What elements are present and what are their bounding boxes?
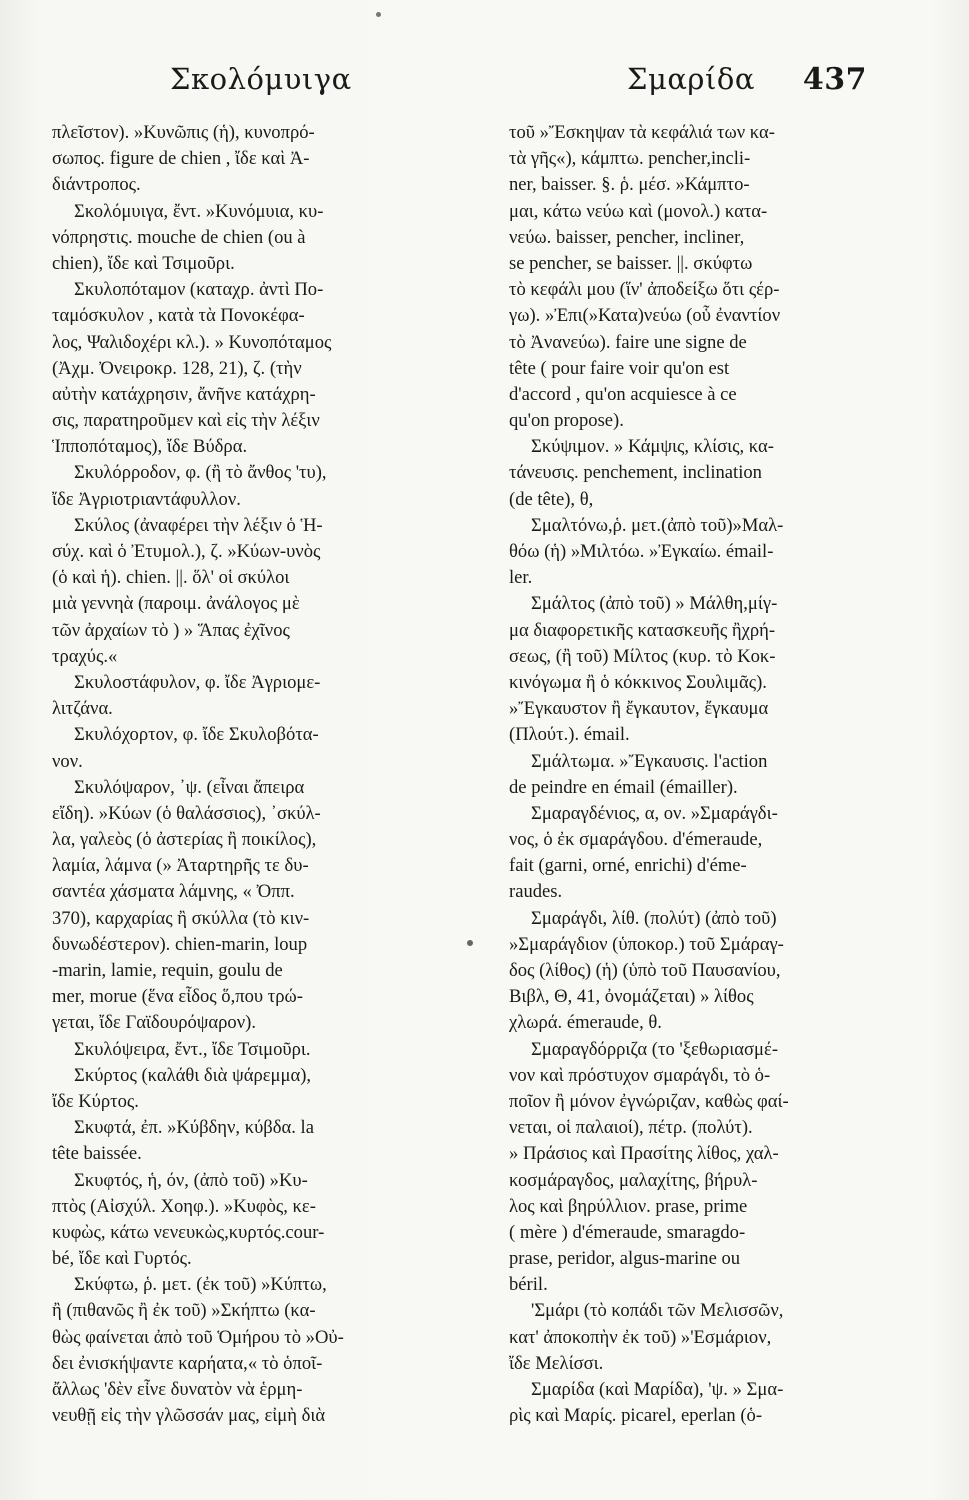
text-line: (Ἀχμ. Ὀνειροκρ. 128, 21), ζ. (τὴν (52, 357, 302, 379)
text-line: Σμαρίδα (καὶ Μαρίδα), 'ψ. » Σμα- (531, 1379, 784, 1400)
text-line: ( mère ) d'émeraude, smaragdo- (509, 1221, 746, 1243)
text-line: raudes. (509, 881, 563, 903)
header-right-guide-word: Σμαρίδα (627, 62, 755, 96)
ink-speck (376, 12, 381, 17)
text-line: tête baissée. (52, 1143, 142, 1165)
text-line: bé, ἴδε καὶ Γυρτός. (52, 1248, 192, 1270)
text-line: λα, γαλεὸς (ὁ ἀστερίας ἢ ποικίλος), (52, 829, 317, 851)
text-line: σαντέα χάσματα λάμνης, « Ὀππ. (52, 881, 295, 903)
ink-speck (467, 940, 473, 946)
text-line: Σκυλόρροδον, φ. (ἢ τὸ ἄνθος 'τυ), (74, 462, 327, 484)
page-number: 437 (802, 62, 867, 97)
text-line: αὐτὴν κατάχρησιν, ἄνῆνε κατάχρη- (52, 383, 316, 405)
text-line: νόπρηστις. mouche de chien (ou à (52, 226, 306, 248)
text-line: 370), καρχαρίας ἢ σκύλλα (τὸ κιν- (52, 907, 310, 929)
text-line: mer, morue (ἕνα εἶδος ὅ,που τρώ- (52, 986, 303, 1008)
text-line: γεται, ἴδε Γαϊδουρόψαρον). (52, 1012, 256, 1034)
text-line: λαμία, λάμνα (» Ἀταρτηρῆς τε δυ- (52, 855, 309, 877)
text-line: μαι, κάτω νεύω καὶ (μονολ.) κατα- (509, 200, 768, 222)
text-line: λος, Ψαλιδοχέρι κλ.). » Κυνοπόταμος (52, 331, 332, 353)
text-line: ἴδε Μελίσσι. (509, 1352, 604, 1374)
text-line: μιὰ γεννηὰ (παροιμ. ἀνάλογος μὲ (52, 593, 300, 615)
text-line: Σμαραγδόρριζα (το 'ξεθωριασμέ- (531, 1038, 779, 1060)
text-line: πτὸς (Αἰσχύλ. Χοηφ.). »Κυφὸς, κε- (52, 1195, 316, 1217)
text-line: Σκυλόψειρα, ἔντ., ἴδε Τσιμοῦρι. (74, 1038, 311, 1060)
text-line: νον. (52, 750, 83, 772)
text-line: Βιβλ, Θ, 41, ὀνομάζεται) » λίθος (509, 986, 754, 1008)
text-line: (ὁ καὶ ἡ). chien. ||. ὅλ' οἱ σκύλοι (52, 567, 290, 589)
text-line: ποῖον ἢ μόνον ἐγνώριζαν, καθὼς φαί- (509, 1090, 789, 1112)
text-line: Σκυφτός, ἡ, όν, (ἀπὸ τοῦ) »Κυ- (74, 1169, 308, 1191)
text-line: » Πράσιος καὶ Πρασίτης λίθος, χαλ- (509, 1143, 779, 1165)
text-line: κοσμάραγδος, μαλαχίτης, βήρυλ- (509, 1169, 758, 1191)
text-line: Σκυλόψαρον, ᾽ψ. (εἶναι ἄπειρα (74, 776, 305, 798)
text-line: εἴδη). »Κύων (ὁ θαλάσσιος), ᾽σκύλ- (52, 802, 321, 824)
text-line: Σμαλτόνω,ῥ. μετ.(ἀπὸ τοῦ)»Μαλ- (531, 514, 784, 536)
text-line: τραχύς.« (52, 645, 118, 667)
text-line: Σκυφτά, ἐπ. »Κύβδην, κύβδα. la (74, 1117, 314, 1139)
text-line: ἢ (πιθανῶς ἢ ἐκ τοῦ) »Σκήπτω (κα- (52, 1300, 316, 1322)
text-line: νος, ὁ ἐκ σμαράγδου. d'émeraude, (509, 829, 763, 851)
text-line: τάνευσις. penchement, inclination (509, 462, 762, 484)
text-line: ἴδε Ἀγριοτριαντάφυλλον. (52, 488, 241, 510)
text-line: Ἱπποπόταμος), ἴδε Βύδρα. (52, 436, 248, 458)
text-line: τὰ γῆς«), κάμπτω. pencher,incli- (509, 148, 751, 170)
left-column (52, 120, 462, 1429)
text-line: ner, baisser. §. ῥ. μέσ. »Κάμπτο- (509, 174, 750, 196)
text-line: τὸ Ἀνανεύω). faire une signe de (509, 331, 747, 353)
text-line: fait (garni, orné, enrichi) d'éme- (509, 855, 747, 877)
text-line: ἄλλως 'δὲν εἶνε δυνατὸν νὰ ἑρμη- (52, 1379, 303, 1400)
text-line: λιτζάνα. (52, 698, 113, 720)
text-line: prase, peridor, algus-marine ou (509, 1248, 741, 1270)
text-line: qu'on propose). (509, 410, 624, 432)
text-line: τὸ κεφάλι μου (ἵν' ἀποδείξω ὅτι ςέρ- (509, 279, 780, 301)
text-line: de peindre en émail (émailler). (509, 776, 738, 798)
text-line: θόω (ἡ) »Μιλτόω. »Ἐγκαίω. émail- (509, 541, 774, 562)
text-line: σεως, (ἢ τοῦ) Μίλτος (κυρ. τὸ Κοκ- (509, 645, 776, 667)
text-line: Σκολόμυιγα, ἔντ. »Κυνόμυια, κυ- (74, 200, 324, 222)
text-line: τῶν ἀρχαίων τὸ ) » Ἅπας ἐχῖνος (52, 619, 290, 641)
text-line: Σκυλοπόταμον (καταχρ. ἀντὶ Πο- (74, 279, 324, 301)
text-line: Σμάλτος (ἀπὸ τοῦ) » Μάλθη,μίγ- (531, 593, 778, 615)
text-line: ρὶς καὶ Μαρίς. picarel, eperlan (ὁ- (509, 1405, 763, 1427)
text-line: Σκύψιμον. » Κάμψις, κλίσις, κα- (531, 436, 774, 458)
text-line: λος καὶ βηρύλλιον. prase, prime (509, 1195, 748, 1217)
text-line: σύχ. καὶ ὁ Ἐτυμολ.), ζ. »Κύων-υνὸς (52, 541, 321, 562)
text-line: béril. (509, 1274, 548, 1296)
text-line: γω). »Ἐπι(»Κατα)νεύω (οὗ ἐναντίον (509, 305, 781, 327)
text-line: χλωρά. émeraude, θ. (509, 1012, 662, 1034)
text-line: νεται, οἱ παλαιοί), πέτρ. (πολύτ). (509, 1117, 753, 1139)
page-header (55, 62, 867, 106)
text-line: σις, παρατηροῦμεν καὶ εἰς τὴν λέξιν (52, 410, 320, 432)
text-line: νεύω. baisser, pencher, incliner, (509, 226, 745, 248)
text-line: νευθῇ εἰς τὴν γλῶσσάν μας, εἰμὴ διὰ (52, 1405, 326, 1427)
right-column (509, 120, 919, 1429)
text-line: chien), ἴδε καὶ Τσιμοῦρι. (52, 252, 235, 274)
text-line: (de tête), θ, (509, 488, 594, 510)
text-line: σωπος. figure de chien , ἴδε καὶ Ἀ- (52, 148, 310, 170)
text-line: κινόγωμα ἢ ὁ κόκκινος Σουλιμᾶς). (509, 671, 767, 693)
text-line: se pencher, se baisser. ||. σκύφτω (509, 252, 753, 274)
text-line: Σκύρτος (καλάθι διὰ ψάρεμμα), (74, 1064, 312, 1086)
text-line: Σκύφτω, ῥ. μετ. (ἐκ τοῦ) »Κύπτω, (74, 1274, 327, 1296)
text-line: (Πλούτ.). émail. (509, 724, 630, 746)
text-line: 'Σμάρι (τὸ κοπάδι τῶν Μελισσῶν, (531, 1300, 784, 1322)
text-line: τοῦ »Ἔσκηψαν τὰ κεφάλιά των κα- (509, 122, 775, 143)
text-line: πλεῖστον). »Κυνῶπις (ἡ), κυνοπρό- (52, 122, 315, 143)
text-line: κατ' ἀποκοπὴν ἐκ τοῦ) »'Εσμάριον, (509, 1326, 772, 1348)
text-line: δυνωδέστερον). chien-marin, loup (52, 933, 308, 955)
text-line: tête ( pour faire voir qu'on est (509, 357, 730, 379)
text-line: διάντροπος. (52, 174, 141, 196)
text-line: θὼς φαίνεται ἀπὸ τοῦ Ὁμήρου τὸ »Οὐ- (52, 1326, 344, 1348)
text-line: Σμαραγδένιος, α, ον. »Σμαράγδι- (531, 802, 778, 824)
text-line: Σκυλόχορτον, φ. ἴδε Σκυλοβότα- (74, 724, 319, 746)
text-line: Σμάλτωμα. »Ἔγκαυσις. l'action (531, 750, 768, 772)
text-line: ler. (509, 567, 533, 589)
text-line: ἴδε Κύρτος. (52, 1090, 139, 1112)
text-line: Σκύλος (ἀναφέρει τὴν λέξιν ὁ Ἡ- (74, 514, 323, 536)
text-line: -marin, lamie, requin, goulu de (52, 960, 283, 981)
text-line: »Σμαράγδιον (ὑποκορ.) τοῦ Σμάραγ- (509, 933, 784, 955)
text-line: Σκυλοστάφυλον, φ. ἴδε Ἀγριομε- (74, 671, 321, 693)
text-line: μα διαφορετικῆς κατασκευῆς ἢχρή- (509, 619, 776, 641)
header-left-guide-word: Σκολόμυιγα (170, 62, 352, 96)
text-line: ταμόσκυλον , κατὰ τὰ Πονοκέφα- (52, 305, 305, 327)
text-line: »Ἔγκαυστον ἢ ἔγκαυτον, ἔγκαυμα (509, 698, 769, 720)
text-line: d'accord , qu'on acquiesce à ce (509, 383, 737, 405)
text-line: κυφὼς, κάτω νενευκὼς,κυρτός.cour- (52, 1221, 325, 1243)
text-line: δος (λίθος) (ἡ) (ὑπὸ τοῦ Παυσανίου, (509, 960, 781, 981)
text-line: νον καὶ πρόστυχον σμαράγδι, τὸ ὁ- (509, 1064, 771, 1086)
text-line: δει ἐνισκήψαντε καρήατα,« τὸ ὁποῖ- (52, 1352, 323, 1374)
text-line: Σμαράγδι, λίθ. (πολύτ) (ἀπὸ τοῦ) (531, 907, 777, 929)
